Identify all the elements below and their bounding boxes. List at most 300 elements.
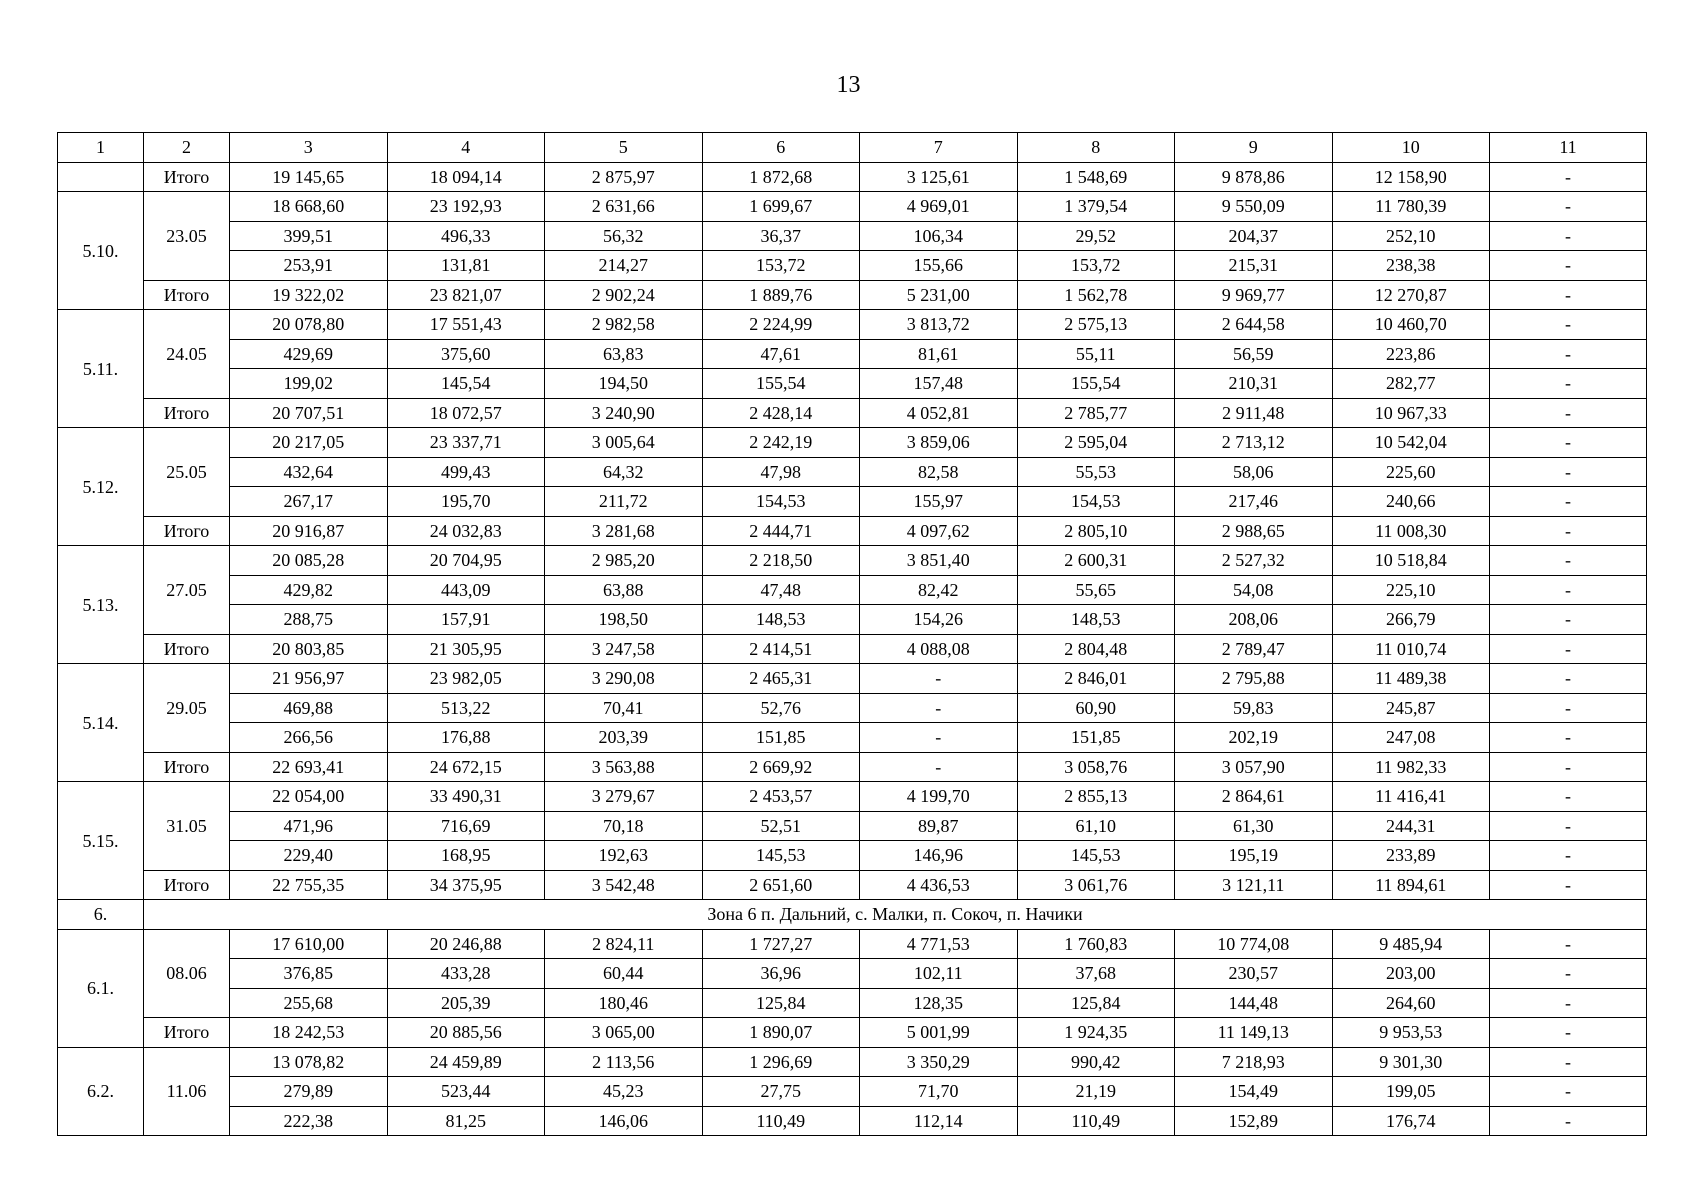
table-row bbox=[58, 841, 1647, 871]
value-cell: 253,91 bbox=[230, 251, 388, 281]
row-number-cell: 5.13. bbox=[58, 546, 144, 664]
value-cell: 198,50 bbox=[545, 605, 703, 635]
page-number: 13 bbox=[836, 72, 861, 98]
value-cell: 18 072,57 bbox=[387, 398, 545, 428]
value-cell: 61,10 bbox=[1017, 811, 1175, 841]
date-cell: 24.05 bbox=[144, 310, 230, 399]
table-row bbox=[58, 1077, 1647, 1107]
value-cell: 63,83 bbox=[545, 339, 703, 369]
value-cell: 20 885,56 bbox=[387, 1018, 545, 1048]
value-cell: 4 199,70 bbox=[860, 782, 1018, 812]
value-cell: 9 301,30 bbox=[1332, 1047, 1490, 1077]
value-cell: 155,66 bbox=[860, 251, 1018, 281]
value-cell: 252,10 bbox=[1332, 221, 1490, 251]
value-cell: 203,39 bbox=[545, 723, 703, 753]
value-cell: 56,32 bbox=[545, 221, 703, 251]
value-cell: 199,05 bbox=[1332, 1077, 1490, 1107]
value-cell: 21 305,95 bbox=[387, 634, 545, 664]
value-cell: 70,41 bbox=[545, 693, 703, 723]
value-cell: 2 224,99 bbox=[702, 310, 860, 340]
total-row bbox=[58, 870, 1647, 900]
value-cell: 2 804,48 bbox=[1017, 634, 1175, 664]
date-cell: 27.05 bbox=[144, 546, 230, 635]
value-cell: 1 872,68 bbox=[702, 162, 860, 192]
value-cell: 205,39 bbox=[387, 988, 545, 1018]
value-cell: 27,75 bbox=[702, 1077, 860, 1107]
value-cell: 3 061,76 bbox=[1017, 870, 1175, 900]
value-cell: 13 078,82 bbox=[230, 1047, 388, 1077]
value-cell: 3 057,90 bbox=[1175, 752, 1333, 782]
row-number-cell: 6.1. bbox=[58, 929, 144, 1047]
value-cell: 128,35 bbox=[860, 988, 1018, 1018]
value-cell: 37,68 bbox=[1017, 959, 1175, 989]
value-cell: 33 490,31 bbox=[387, 782, 545, 812]
value-cell: 266,79 bbox=[1332, 605, 1490, 635]
column-number-cell: 4 bbox=[387, 133, 545, 163]
value-cell: 82,42 bbox=[860, 575, 1018, 605]
value-cell: 192,63 bbox=[545, 841, 703, 871]
value-cell: 1 379,54 bbox=[1017, 192, 1175, 222]
value-cell: 3 851,40 bbox=[860, 546, 1018, 576]
value-cell: - bbox=[860, 723, 1018, 753]
column-number-cell: 8 bbox=[1017, 133, 1175, 163]
column-number-cell: 9 bbox=[1175, 133, 1333, 163]
value-cell: 432,64 bbox=[230, 457, 388, 487]
value-cell: 245,87 bbox=[1332, 693, 1490, 723]
value-cell: 125,84 bbox=[1017, 988, 1175, 1018]
value-cell: 3 005,64 bbox=[545, 428, 703, 458]
value-cell: 230,57 bbox=[1175, 959, 1333, 989]
value-cell: 3 065,00 bbox=[545, 1018, 703, 1048]
value-cell: 18 242,53 bbox=[230, 1018, 388, 1048]
value-cell: 155,54 bbox=[702, 369, 860, 399]
value-cell: 217,46 bbox=[1175, 487, 1333, 517]
value-cell: 222,38 bbox=[230, 1106, 388, 1136]
value-cell: 22 693,41 bbox=[230, 752, 388, 782]
total-row bbox=[58, 280, 1647, 310]
column-number-cell: 11 bbox=[1490, 133, 1647, 163]
date-cell: 08.06 bbox=[144, 929, 230, 1018]
value-cell: 52,51 bbox=[702, 811, 860, 841]
value-cell: 21,19 bbox=[1017, 1077, 1175, 1107]
value-cell: 10 518,84 bbox=[1332, 546, 1490, 576]
value-cell: 60,90 bbox=[1017, 693, 1175, 723]
value-cell: - bbox=[1490, 959, 1647, 989]
total-row bbox=[58, 516, 1647, 546]
value-cell: 3 859,06 bbox=[860, 428, 1018, 458]
value-cell: 211,72 bbox=[545, 487, 703, 517]
value-cell: 5 001,99 bbox=[860, 1018, 1018, 1048]
value-cell: 131,81 bbox=[387, 251, 545, 281]
value-cell: 146,96 bbox=[860, 841, 1018, 871]
value-cell: 238,38 bbox=[1332, 251, 1490, 281]
date-cell: 31.05 bbox=[144, 782, 230, 871]
value-cell: 210,31 bbox=[1175, 369, 1333, 399]
value-cell: - bbox=[1490, 723, 1647, 753]
value-cell: 9 550,09 bbox=[1175, 192, 1333, 222]
table-body bbox=[58, 133, 1647, 1136]
value-cell: 990,42 bbox=[1017, 1047, 1175, 1077]
total-label-cell: Итого bbox=[144, 162, 230, 192]
value-cell: 20 246,88 bbox=[387, 929, 545, 959]
value-cell: 24 672,15 bbox=[387, 752, 545, 782]
value-cell: 4 088,08 bbox=[860, 634, 1018, 664]
value-cell: 2 444,71 bbox=[702, 516, 860, 546]
value-cell: 112,14 bbox=[860, 1106, 1018, 1136]
value-cell: 1 562,78 bbox=[1017, 280, 1175, 310]
value-cell: 204,37 bbox=[1175, 221, 1333, 251]
zone-heading-row bbox=[58, 900, 1647, 930]
value-cell: 10 967,33 bbox=[1332, 398, 1490, 428]
value-cell: 2 465,31 bbox=[702, 664, 860, 694]
value-cell: 12 270,87 bbox=[1332, 280, 1490, 310]
value-cell: 3 563,88 bbox=[545, 752, 703, 782]
value-cell: - bbox=[1490, 929, 1647, 959]
value-cell: 3 350,29 bbox=[860, 1047, 1018, 1077]
value-cell: 36,37 bbox=[702, 221, 860, 251]
value-cell: 52,76 bbox=[702, 693, 860, 723]
value-cell: 523,44 bbox=[387, 1077, 545, 1107]
value-cell: - bbox=[1490, 487, 1647, 517]
value-cell: - bbox=[1490, 1106, 1647, 1136]
value-cell: 399,51 bbox=[230, 221, 388, 251]
value-cell: 2 988,65 bbox=[1175, 516, 1333, 546]
value-cell: 233,89 bbox=[1332, 841, 1490, 871]
value-cell: 102,11 bbox=[860, 959, 1018, 989]
value-cell: - bbox=[1490, 428, 1647, 458]
total-label-cell: Итого bbox=[144, 752, 230, 782]
value-cell: 21 956,97 bbox=[230, 664, 388, 694]
value-cell: 195,70 bbox=[387, 487, 545, 517]
value-cell: 11 982,33 bbox=[1332, 752, 1490, 782]
value-cell: 58,06 bbox=[1175, 457, 1333, 487]
value-cell: 63,88 bbox=[545, 575, 703, 605]
value-cell: 176,74 bbox=[1332, 1106, 1490, 1136]
value-cell: 3 247,58 bbox=[545, 634, 703, 664]
value-cell: 10 542,04 bbox=[1332, 428, 1490, 458]
value-cell: 264,60 bbox=[1332, 988, 1490, 1018]
value-cell: 20 078,80 bbox=[230, 310, 388, 340]
row-number-cell: 5.12. bbox=[58, 428, 144, 546]
table-row bbox=[58, 428, 1647, 458]
total-label-cell: Итого bbox=[144, 1018, 230, 1048]
total-row bbox=[58, 1018, 1647, 1048]
zone-title-cell: Зона 6 п. Дальний, с. Малки, п. Сокоч, п. Начики bbox=[144, 900, 1647, 930]
zone-number-cell: 6. bbox=[58, 900, 144, 930]
table-row bbox=[58, 251, 1647, 281]
value-cell: 47,61 bbox=[702, 339, 860, 369]
table-row bbox=[58, 1106, 1647, 1136]
value-cell: 1 548,69 bbox=[1017, 162, 1175, 192]
row-number-cell: 6.2. bbox=[58, 1047, 144, 1136]
column-number-cell: 1 bbox=[58, 133, 144, 163]
value-cell: 9 953,53 bbox=[1332, 1018, 1490, 1048]
value-cell: 2 595,04 bbox=[1017, 428, 1175, 458]
value-cell: 154,26 bbox=[860, 605, 1018, 635]
date-cell: 29.05 bbox=[144, 664, 230, 753]
column-number-cell: 6 bbox=[702, 133, 860, 163]
value-cell: 148,53 bbox=[1017, 605, 1175, 635]
value-cell: 240,66 bbox=[1332, 487, 1490, 517]
value-cell: 7 218,93 bbox=[1175, 1047, 1333, 1077]
value-cell: 20 916,87 bbox=[230, 516, 388, 546]
value-cell: 23 821,07 bbox=[387, 280, 545, 310]
value-cell: 2 855,13 bbox=[1017, 782, 1175, 812]
value-cell: 151,85 bbox=[702, 723, 860, 753]
value-cell: 20 085,28 bbox=[230, 546, 388, 576]
value-cell: - bbox=[1490, 546, 1647, 576]
value-cell: 2 428,14 bbox=[702, 398, 860, 428]
row-number-cell: 5.15. bbox=[58, 782, 144, 900]
value-cell: 4 436,53 bbox=[860, 870, 1018, 900]
table-row bbox=[58, 339, 1647, 369]
value-cell: 2 713,12 bbox=[1175, 428, 1333, 458]
table-row bbox=[58, 929, 1647, 959]
value-cell: - bbox=[1490, 398, 1647, 428]
value-cell: - bbox=[860, 693, 1018, 723]
value-cell: 2 985,20 bbox=[545, 546, 703, 576]
value-cell: 2 651,60 bbox=[702, 870, 860, 900]
value-cell: 155,54 bbox=[1017, 369, 1175, 399]
value-cell: 10 460,70 bbox=[1332, 310, 1490, 340]
table-row bbox=[58, 487, 1647, 517]
value-cell: 255,68 bbox=[230, 988, 388, 1018]
value-cell: 9 485,94 bbox=[1332, 929, 1490, 959]
table-row bbox=[58, 575, 1647, 605]
value-cell: 1 296,69 bbox=[702, 1047, 860, 1077]
value-cell: 266,56 bbox=[230, 723, 388, 753]
value-cell: - bbox=[1490, 782, 1647, 812]
value-cell: 2 902,24 bbox=[545, 280, 703, 310]
value-cell: 3 281,68 bbox=[545, 516, 703, 546]
value-cell: 20 707,51 bbox=[230, 398, 388, 428]
value-cell: 82,58 bbox=[860, 457, 1018, 487]
value-cell: 2 600,31 bbox=[1017, 546, 1175, 576]
value-cell: 2 218,50 bbox=[702, 546, 860, 576]
value-cell: 2 864,61 bbox=[1175, 782, 1333, 812]
total-label-cell: Итого bbox=[144, 280, 230, 310]
value-cell: 55,53 bbox=[1017, 457, 1175, 487]
value-cell: - bbox=[1490, 516, 1647, 546]
value-cell: 151,85 bbox=[1017, 723, 1175, 753]
total-label-cell: Итого bbox=[144, 634, 230, 664]
value-cell: 433,28 bbox=[387, 959, 545, 989]
value-cell: 61,30 bbox=[1175, 811, 1333, 841]
value-cell: - bbox=[1490, 988, 1647, 1018]
value-cell: 3 542,48 bbox=[545, 870, 703, 900]
table-row bbox=[58, 546, 1647, 576]
value-cell: 22 054,00 bbox=[230, 782, 388, 812]
value-cell: 2 527,32 bbox=[1175, 546, 1333, 576]
row-number-cell: 5.11. bbox=[58, 310, 144, 428]
value-cell: 19 145,65 bbox=[230, 162, 388, 192]
value-cell: 3 813,72 bbox=[860, 310, 1018, 340]
value-cell: 3 125,61 bbox=[860, 162, 1018, 192]
table-row bbox=[58, 310, 1647, 340]
value-cell: 208,06 bbox=[1175, 605, 1333, 635]
value-cell: 11 416,41 bbox=[1332, 782, 1490, 812]
value-cell: 2 242,19 bbox=[702, 428, 860, 458]
value-cell: - bbox=[1490, 280, 1647, 310]
value-cell: 2 644,58 bbox=[1175, 310, 1333, 340]
value-cell: 110,49 bbox=[702, 1106, 860, 1136]
value-cell: - bbox=[1490, 192, 1647, 222]
value-cell: 2 982,58 bbox=[545, 310, 703, 340]
value-cell: 9 969,77 bbox=[1175, 280, 1333, 310]
total-row bbox=[58, 398, 1647, 428]
column-number-cell: 7 bbox=[860, 133, 1018, 163]
value-cell: 11 780,39 bbox=[1332, 192, 1490, 222]
total-label-cell: Итого bbox=[144, 398, 230, 428]
value-cell: 2 785,77 bbox=[1017, 398, 1175, 428]
value-cell: 267,17 bbox=[230, 487, 388, 517]
value-cell: - bbox=[860, 752, 1018, 782]
value-cell: 70,18 bbox=[545, 811, 703, 841]
value-cell: 469,88 bbox=[230, 693, 388, 723]
total-label-cell: Итого bbox=[144, 516, 230, 546]
value-cell: 81,25 bbox=[387, 1106, 545, 1136]
value-cell: 152,89 bbox=[1175, 1106, 1333, 1136]
total-row bbox=[58, 162, 1647, 192]
value-cell: - bbox=[1490, 162, 1647, 192]
value-cell: 19 322,02 bbox=[230, 280, 388, 310]
value-cell: 4 771,53 bbox=[860, 929, 1018, 959]
value-cell: - bbox=[1490, 1047, 1647, 1077]
value-cell: 2 824,11 bbox=[545, 929, 703, 959]
value-cell: 195,19 bbox=[1175, 841, 1333, 871]
value-cell: 496,33 bbox=[387, 221, 545, 251]
value-cell: 17 551,43 bbox=[387, 310, 545, 340]
value-cell: 154,49 bbox=[1175, 1077, 1333, 1107]
value-cell: 225,10 bbox=[1332, 575, 1490, 605]
empty-cell bbox=[58, 162, 144, 192]
value-cell: 17 610,00 bbox=[230, 929, 388, 959]
value-cell: 2 805,10 bbox=[1017, 516, 1175, 546]
value-cell: 36,96 bbox=[702, 959, 860, 989]
value-cell: - bbox=[1490, 841, 1647, 871]
value-cell: - bbox=[1490, 339, 1647, 369]
value-cell: 18 094,14 bbox=[387, 162, 545, 192]
value-cell: - bbox=[1490, 634, 1647, 664]
value-cell: 279,89 bbox=[230, 1077, 388, 1107]
value-cell: 1 890,07 bbox=[702, 1018, 860, 1048]
value-cell: 145,53 bbox=[1017, 841, 1175, 871]
value-cell: 155,97 bbox=[860, 487, 1018, 517]
value-cell: 203,00 bbox=[1332, 959, 1490, 989]
value-cell: 375,60 bbox=[387, 339, 545, 369]
value-cell: 4 097,62 bbox=[860, 516, 1018, 546]
table-row bbox=[58, 723, 1647, 753]
value-cell: 145,53 bbox=[702, 841, 860, 871]
value-cell: 23 337,71 bbox=[387, 428, 545, 458]
value-cell: 3 058,76 bbox=[1017, 752, 1175, 782]
value-cell: 56,59 bbox=[1175, 339, 1333, 369]
value-cell: 2 631,66 bbox=[545, 192, 703, 222]
value-cell: 376,85 bbox=[230, 959, 388, 989]
value-cell: - bbox=[1490, 752, 1647, 782]
value-cell: 2 414,51 bbox=[702, 634, 860, 664]
value-cell: 2 789,47 bbox=[1175, 634, 1333, 664]
value-cell: 47,48 bbox=[702, 575, 860, 605]
value-cell: 2 113,56 bbox=[545, 1047, 703, 1077]
value-cell: 144,48 bbox=[1175, 988, 1333, 1018]
value-cell: 54,08 bbox=[1175, 575, 1333, 605]
value-cell: 157,48 bbox=[860, 369, 1018, 399]
value-cell: 513,22 bbox=[387, 693, 545, 723]
value-cell: 18 668,60 bbox=[230, 192, 388, 222]
value-cell: - bbox=[1490, 605, 1647, 635]
value-cell: 247,08 bbox=[1332, 723, 1490, 753]
value-cell: 9 878,86 bbox=[1175, 162, 1333, 192]
value-cell: 10 774,08 bbox=[1175, 929, 1333, 959]
value-cell: 2 846,01 bbox=[1017, 664, 1175, 694]
value-cell: 2 875,97 bbox=[545, 162, 703, 192]
value-cell: 20 704,95 bbox=[387, 546, 545, 576]
value-cell: 1 924,35 bbox=[1017, 1018, 1175, 1048]
total-row bbox=[58, 634, 1647, 664]
value-cell: - bbox=[1490, 693, 1647, 723]
value-cell: - bbox=[860, 664, 1018, 694]
value-cell: 23 192,93 bbox=[387, 192, 545, 222]
value-cell: 34 375,95 bbox=[387, 870, 545, 900]
value-cell: 11 149,13 bbox=[1175, 1018, 1333, 1048]
value-cell: 244,31 bbox=[1332, 811, 1490, 841]
value-cell: 89,87 bbox=[860, 811, 1018, 841]
value-cell: 3 279,67 bbox=[545, 782, 703, 812]
value-cell: 11 010,74 bbox=[1332, 634, 1490, 664]
value-cell: 24 459,89 bbox=[387, 1047, 545, 1077]
value-cell: 106,34 bbox=[860, 221, 1018, 251]
value-cell: 64,32 bbox=[545, 457, 703, 487]
value-cell: 194,50 bbox=[545, 369, 703, 399]
value-cell: - bbox=[1490, 251, 1647, 281]
value-cell: 125,84 bbox=[702, 988, 860, 1018]
value-cell: 81,61 bbox=[860, 339, 1018, 369]
value-cell: 429,82 bbox=[230, 575, 388, 605]
value-cell: 716,69 bbox=[387, 811, 545, 841]
value-cell: - bbox=[1490, 1077, 1647, 1107]
total-label-cell: Итого bbox=[144, 870, 230, 900]
value-cell: 153,72 bbox=[702, 251, 860, 281]
value-cell: - bbox=[1490, 457, 1647, 487]
value-cell: 202,19 bbox=[1175, 723, 1333, 753]
value-cell: 1 760,83 bbox=[1017, 929, 1175, 959]
table-row bbox=[58, 192, 1647, 222]
value-cell: 2 669,92 bbox=[702, 752, 860, 782]
date-cell: 11.06 bbox=[144, 1047, 230, 1136]
value-cell: 282,77 bbox=[1332, 369, 1490, 399]
table-row bbox=[58, 369, 1647, 399]
value-cell: 148,53 bbox=[702, 605, 860, 635]
table-row bbox=[58, 605, 1647, 635]
value-cell: - bbox=[1490, 369, 1647, 399]
value-cell: 1 889,76 bbox=[702, 280, 860, 310]
value-cell: 157,91 bbox=[387, 605, 545, 635]
value-cell: 2 453,57 bbox=[702, 782, 860, 812]
row-number-cell: 5.14. bbox=[58, 664, 144, 782]
table-row bbox=[58, 959, 1647, 989]
value-cell: - bbox=[1490, 221, 1647, 251]
value-cell: 12 158,90 bbox=[1332, 162, 1490, 192]
column-number-cell: 10 bbox=[1332, 133, 1490, 163]
value-cell: 2 795,88 bbox=[1175, 664, 1333, 694]
value-cell: 29,52 bbox=[1017, 221, 1175, 251]
total-row bbox=[58, 752, 1647, 782]
date-cell: 25.05 bbox=[144, 428, 230, 517]
value-cell: 215,31 bbox=[1175, 251, 1333, 281]
value-cell: 47,98 bbox=[702, 457, 860, 487]
value-cell: 499,43 bbox=[387, 457, 545, 487]
